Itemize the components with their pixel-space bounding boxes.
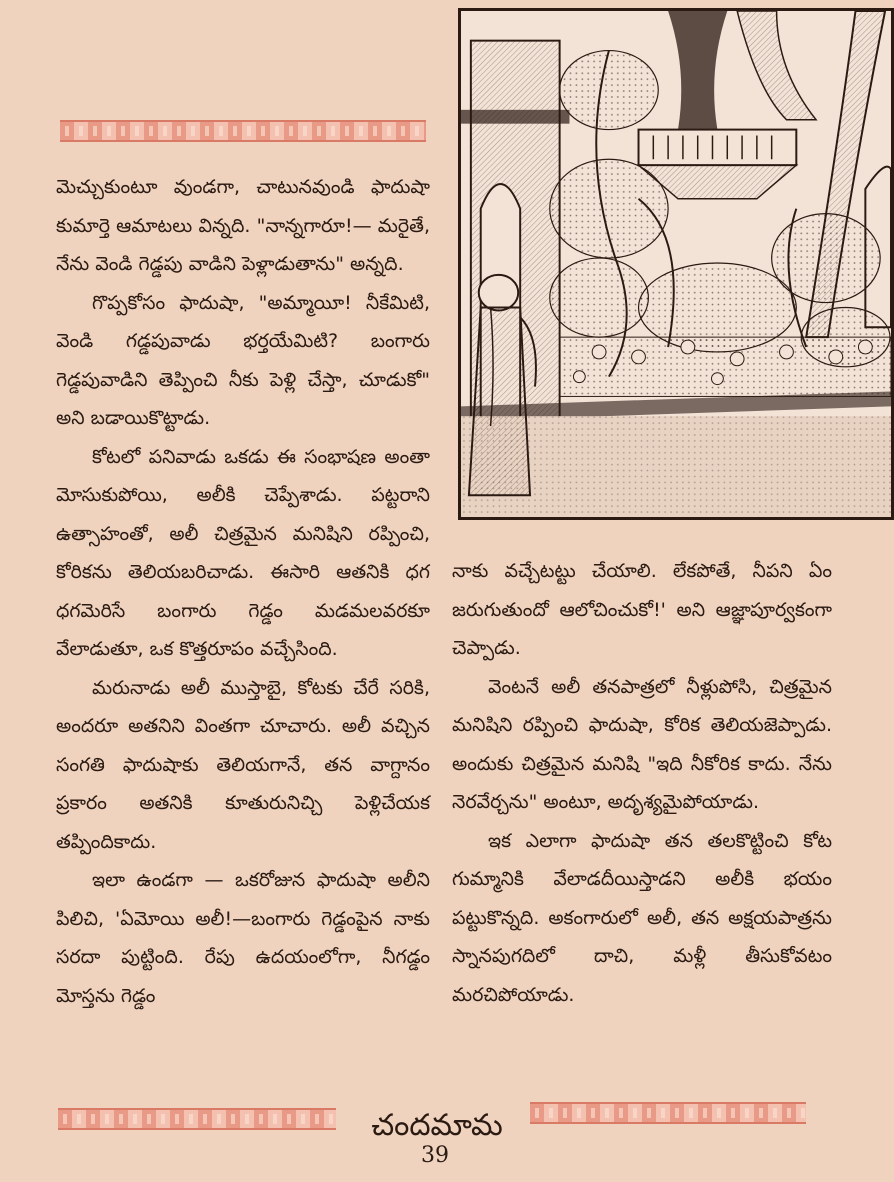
paragraph: మెచ్చుకుంటూ వుండగా, చాటునవుండి ఫాదుషా కుమార్తె ఆమాటలు విన్నది. "నాన్నగారూ!— మరైతే, నేను వెండి గెడ్డపు వాడిని పెళ్లాడుతాను" అన్నది. [56, 176, 430, 275]
right-text-column [452, 552, 832, 1014]
paragraph: నాకు వచ్చేటట్టు చేయాలి. లేకపోతే, నీపని ఏం జరుగుతుందో ఆలోచించుకో!' అని ఆజ్ఞాపూర్వకంగా చెప్పాడు. [452, 560, 832, 659]
top-decorative-border [60, 120, 426, 142]
story-illustration [458, 8, 894, 520]
page-number: 39 [421, 1143, 449, 1168]
paragraph: కోటలో పనివాడు ఒకడు ఈ సంభాషణ అంతా మోసుకుపోయి, అలీకి చెప్పేశాడు. పట్టరాని ఉత్సాహంతో, అలీ చిత్రమైన మనిషిని రప్పించి, కోరికను తెలియబరిచాడు. ఈసారి ఆతనికి ధగ ధగమెరిసే బంగారు గెడ్డం మడమలవరకూ వేలాడుతూ, ఒక కొత్తరూపం వచ్చేసింది. [56, 445, 430, 660]
left-text-column [56, 168, 430, 1015]
footer-border-left [58, 1108, 336, 1130]
footer-border-right [530, 1102, 806, 1124]
illustration-art [461, 11, 891, 517]
magazine-title: చందమామ [371, 1108, 503, 1143]
paragraph: వెంటనే అలీ తనపాత్రలో నీళ్లుపోసి, చిత్రమైన మనిషిని రప్పించి ఫాదుషా, కోరిక తెలియజెప్పాడు. అందుకు చిత్రమైన మనిషి "ఇది నీకోరిక కాదు. నేను నెరవేర్చను" అంటూ, అదృశ్యమైపోయాడు. [452, 675, 832, 813]
paragraph: గొప్పకోసం ఫాదుషా, "అమ్మాయీ! నీకేమిటి, వెండి గడ్డపువాడు భర్తయేమిటి? బంగారు గెడ్డపువాడిని తెప్పించి నీకు పెళ్లి చేస్తా, చూడుకో" అని బడాయికొట్టాడు. [56, 291, 430, 429]
paragraph: మరునాడు అలీ ముస్తాబై, కోటకు చేరే సరికి, అందరూ అతనిని వింతగా చూచారు. అలీ వచ్చిన సంగతి ఫాదుషాకు తెలియగానే, తన వాగ్దానం ప్రకారం అతనికి కూతురునిచ్చి పెళ్లిచేయక తప్పిందికాదు. [56, 676, 430, 853]
paragraph: ఇలా ఉండగా — ఒకరోజున ఫాదుషా అలీని పిలిచి, 'ఏమోయి అలీ!—బంగారు గెడ్డంపైన నాకు సరదా పుట్టింది. రేపు ఉదయంలోగా, నీగడ్డం మోస్తను గెడ్డం [56, 869, 430, 1007]
paragraph: ఇక ఎలాగా ఫాదుషా తన తలకొట్టించి కోట గుమ్మానికి వేలాడదీయిస్తాడని అలీకి భయం పట్టుకొన్నది. అకంగారులో అలీ, తన అక్షయపాత్రను స్నానపుగదిలో దాచి, మళ్లీ తీసుకోవటం మరచిపోయాడు. [452, 829, 832, 1006]
